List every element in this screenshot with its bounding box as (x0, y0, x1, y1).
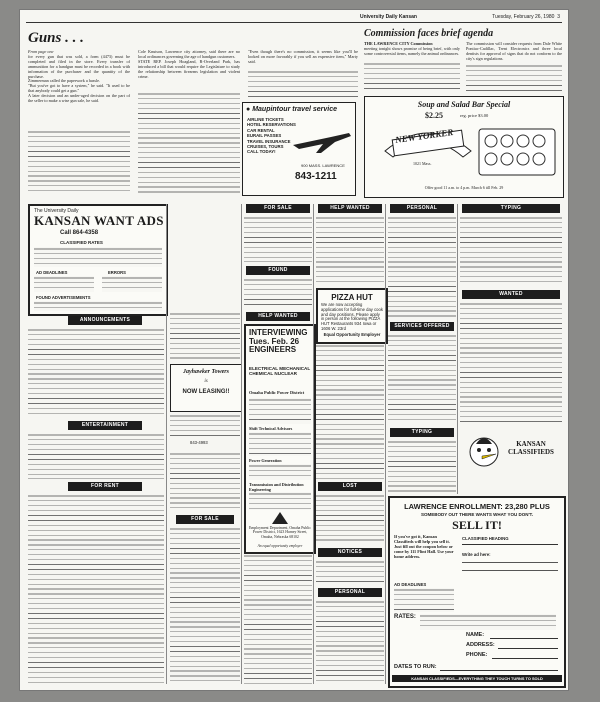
want-ads-title: KANSAN WANT ADS (34, 213, 164, 228)
classified-heading-label: CLASSIFIED HEADING (462, 536, 509, 541)
section-help-wanted: HELP WANTED (246, 312, 310, 321)
want-ads-errors: ERRORS (108, 270, 126, 275)
write-ad-label: Write ad here: (462, 552, 491, 557)
enrollment-sell: SELL IT! (452, 518, 502, 532)
coupon-phone-field[interactable] (492, 658, 558, 659)
newspaper-page (20, 10, 568, 690)
interviewing-fields: ELECTRICAL MECHANICAL CHEMICAL NUCLEAR (249, 366, 311, 377)
want-ads-header (28, 204, 168, 316)
commission-story (364, 28, 562, 94)
section-notices: NOTICES (318, 548, 382, 557)
section-personal: PERSONAL (318, 588, 382, 597)
section-personal-2: PERSONAL (390, 204, 454, 213)
travel-ad (242, 102, 356, 196)
want-ads-banner: The University Daily (34, 208, 79, 214)
section-for-sale: FOR SALE (176, 515, 234, 524)
section-typing-2: TYPING (462, 204, 560, 213)
pizza-hut-eoe: Equal Opportunity Employer (323, 332, 381, 337)
soup-ad-address: 1021 Mass. (413, 161, 432, 166)
section-services: SERVICES OFFERED (390, 322, 454, 331)
soup-salad-ad (364, 96, 564, 198)
section-announcements: ANNOUNCEMENTS (68, 316, 142, 325)
section-wanted: WANTED (462, 290, 560, 299)
travel-ad-address: 900 MASS. LAWRENCE (301, 163, 345, 168)
enrollment-sub: SOMEBODY OUT THERE WANTS WHAT YOU DON'T. (420, 512, 534, 517)
kansan-classifieds-logo: KANSAN CLASSIFIEDS (508, 440, 554, 456)
guns-col-2: Cole Knutson, Lawrence city attorney, said there are no local ordinances governing the age of handgun customers. STATE REP. Joseph Hoagland, R-Overland Park, has introduced a bill that would require the Legislature to study the relationship between firearms legislation and violent crime. (138, 49, 240, 79)
coupon-footer: KANSAN CLASSIFIEDS—EVERYTHING THEY TOUCH TURNS TO SOLD (392, 675, 562, 682)
commission-col-1: THE LAWRENCE CITY Commission meeting tonight shows promise of being brief, with only some controversial items, namely the animal ordinances. (364, 41, 460, 56)
enrollment-coupon (388, 496, 566, 688)
travel-ad-phone: 843-1211 (295, 171, 337, 182)
enrollment-pitch: If you've got it, Kansan Classifieds will help you sell it. Just fill out the coupon below or come by 111 Flint Hall. Use your home address. (394, 534, 454, 559)
coupon-address-label: ADDRESS: (466, 642, 495, 648)
section-found: FOUND (246, 266, 310, 275)
coupon-phone-label: PHONE: (466, 652, 488, 658)
section-for-sale-2: FOR SALE (246, 204, 310, 213)
coupon-deadlines: AD DEADLINES (394, 582, 427, 587)
want-ads-phone: Call 864-4358 (60, 230, 99, 236)
coupon-dates-field[interactable] (440, 670, 558, 671)
airplane-icon (291, 125, 353, 155)
interviewing-footer: Employment Department, Omaha Public Power District, 1623 Harney Street, Omaha, Nebraska 68102 (249, 526, 312, 539)
pizza-hut-title: PIZZA HUT (331, 293, 373, 302)
interviewing-company: Omaha Public Power District (249, 390, 305, 395)
travel-ad-title: ● Maupintour travel service (246, 106, 337, 113)
page-header (20, 14, 568, 24)
soup-ad-title: Soup and Salad Bar Special (417, 100, 511, 109)
coupon-name-label: NAME: (466, 632, 485, 638)
commission-headline: Commission faces brief agenda (364, 28, 494, 39)
salad-bar-image (477, 123, 557, 179)
coupon-address-field[interactable] (498, 648, 558, 649)
soup-ad-price: $2.25 (425, 111, 443, 120)
want-ads-deadlines: AD DEADLINES (36, 270, 68, 275)
coupon-rates: RATES: (394, 614, 416, 620)
guns-headline: Guns . . . (28, 30, 84, 46)
guns-col-1: From page one for every gun that was sold, a form (4473) must be completed and filed in the store. Every transfer of ammunition for a handgun must be recorded in a book with information of the purchaser and the quantity of the purchase. Zimmerman called the paperwork a hassle. "But you've got to have a system," he said. "It used to be that anybody could get a gun." A later decision and an under-aged decision on the part of the seller to make a wise gun sale, he said. (28, 49, 130, 104)
section-help-wanted-2: HELP WANTED (318, 204, 382, 213)
paper-name: University Daily Kansan (360, 14, 417, 20)
date-line: Tuesday, February 26, 1980 3 (492, 14, 560, 20)
commission-col-2: The commission will consider requests from Dale White Pontiac-Cadillac, Trent Electronics and three local dentists for approval of signs that do not conform to the city's sign regulations. (466, 41, 562, 61)
interviewing-ad (244, 324, 316, 554)
travel-ad-list: AIRLINE TICKETS HOTEL RESERVATIONS CAR RENTAL EURAIL PASSES TRAVEL INSURANCE CRUISES, TOURS CALL TODAY! (247, 117, 296, 155)
enrollment-title: LAWRENCE ENROLLMENT: 23,280 PLUS (404, 502, 550, 511)
want-ads-found: FOUND ADVERTISEMENTS (36, 295, 91, 300)
section-lost: LOST (318, 482, 382, 491)
guns-col-3: "Even though there's no commission, it seems like you'll be looked on more favorably if you sell an expensive item," Marty said. (248, 49, 358, 64)
utility-logo-icon (272, 512, 288, 524)
jayhawker-title: Jayhawker Towers (183, 369, 229, 375)
jayhawker-line: NOW LEASING!! (182, 389, 230, 395)
coupon-name-field[interactable] (490, 638, 558, 639)
want-ads-rates: CLASSIFIED RATES (60, 240, 103, 245)
section-entertainment: ENTERTAINMENT (68, 421, 142, 430)
section-for-rent: FOR RENT (68, 482, 142, 491)
pizza-hut-body: We are now accepting applications for full-time day cook and day positions. Please apply in person at the following PIZZA HUT Restaurants 934 Iowa or 1606 W. 23rd (321, 302, 383, 331)
interviewing-sub2: Power Generation (249, 458, 282, 463)
interviewing-sub1: Shift Technical Advisors (249, 426, 293, 431)
section-typing: TYPING (390, 428, 454, 437)
interviewing-eoe: An equal opportunity employer (257, 544, 303, 548)
interviewing-title: INTERVIEWING Tues. Feb. 26 ENGINEERS (249, 328, 308, 355)
jayhawker-phone: 843-4993 (190, 440, 208, 445)
interviewing-sub3: Transmission and Distribution Engineering (249, 482, 304, 492)
jayhawker-sub: is (204, 379, 208, 384)
jayhawker-ad (170, 364, 242, 412)
soup-ad-reg-price: reg. price $3.00 (460, 113, 489, 118)
soup-ad-brand: NEW YORKER (394, 126, 454, 146)
coupon-dates-label: DATES TO RUN: (394, 664, 437, 670)
soup-ad-offer: Offer good 11 a.m. to 4 p.m. March 6 till Feb. 29 (424, 185, 504, 190)
pizza-hut-ad (316, 288, 388, 344)
jayhawk-mascot-icon (466, 428, 502, 468)
